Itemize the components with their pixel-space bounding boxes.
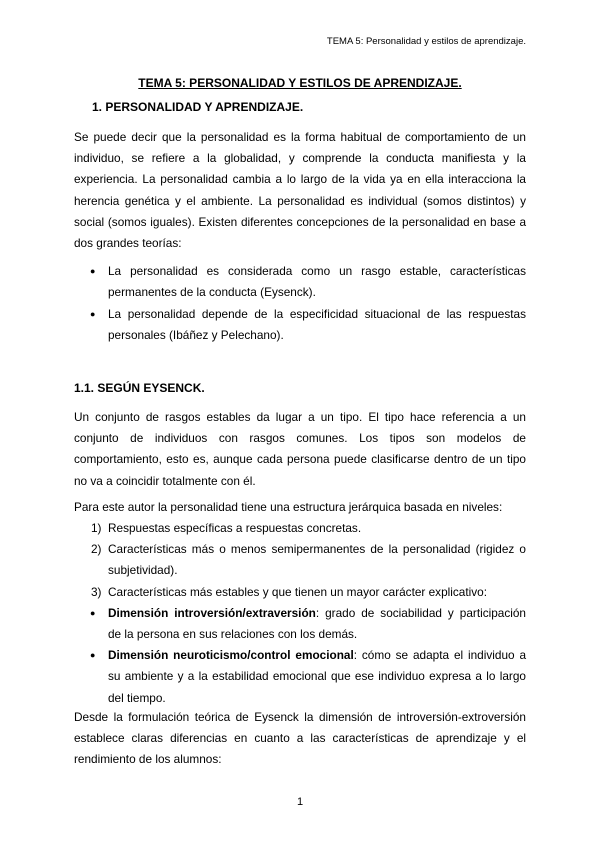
list-item: 1) Respuestas específicas a respuestas concretas. — [91, 521, 362, 535]
list-item: ● Dimensión neuroticismo/control emocional: cómo se adapta el individuo a su ambiente y a la estabilidad emocional que ese individuo expresa a lo largo del tiempo. — [74, 645, 526, 709]
running-header: TEMA 5: Personalidad y estilos de aprendizaje. — [326, 36, 526, 47]
list-item: ● Dimensión introversión/extraversión: grado de sociabilidad y participación de la persona en sus relaciones con los demás. — [74, 603, 526, 645]
bullet-icon: ● — [90, 650, 96, 661]
bullet-icon: ● — [90, 607, 96, 618]
page-number: 1 — [296, 796, 304, 808]
theories-list — [74, 261, 526, 347]
bullet-icon: ● — [90, 266, 96, 276]
dimension-term: Dimensión introversión/extraversión — [108, 605, 316, 620]
document-title: TEMA 5: PERSONALIDAD Y ESTILOS DE APRENDIZAJE. — [138, 76, 462, 90]
list-item: 2) Características más o menos semipermanentes de la personalidad (rigidez o subjetividad). — [91, 542, 526, 578]
list-item: 3) Características más estables y que tienen un mayor carácter explicativo: — [91, 584, 487, 599]
list-item: ● La personalidad es considerada como un rasgo estable, características permanentes de la conducta (Eysenck). — [74, 261, 526, 303]
closing-paragraph: Desde la formulación teórica de Eysenck la dimensión de introversión-extroversión establece claras diferencias en cuanto a las características de aprendizaje y el rendimiento de los alumnos: — [74, 710, 526, 767]
bullet-icon: ● — [90, 308, 96, 319]
dimension-term: Dimensión neuroticismo/control emocional — [108, 648, 354, 663]
section-heading-1: 1. PERSONALIDAD Y APRENDIZAJE. — [92, 100, 304, 114]
section-heading-1-1: 1.1. SEGÚN EYSENCK. — [74, 381, 205, 395]
list-item: ● La personalidad depende de la especificidad situacional de las respuestas personales (Ibáñez y Pelechano). — [74, 304, 526, 346]
structure-paragraph: Para este autor la personalidad tiene una estructura jerárquica basada en niveles: — [74, 500, 503, 514]
eysenck-paragraph: Un conjunto de rasgos estables da lugar a un tipo. El tipo hace referencia a un conjunto de individuos con rasgos comunes. Los tipos son modelos de comportamiento, esto es, aunque cada persona puede clasificarse dentro de un tipo no va a coincidir totalmente con él. — [74, 410, 526, 488]
intro-paragraph: Se puede decir que la personalidad es la forma habitual de comportamiento de un individuo, se refiere a la globalidad, y comprende la conducta manifiesta y la experiencia. La personalidad cambia a lo largo de la vida ya en ella interacciona la herencia genética y el ambiente. La personalidad es individual (somos distintos) y social (somos iguales). Existen diferentes concepciones de la personalidad en base a dos grandes teorías: — [74, 130, 526, 251]
levels-list — [74, 518, 526, 709]
